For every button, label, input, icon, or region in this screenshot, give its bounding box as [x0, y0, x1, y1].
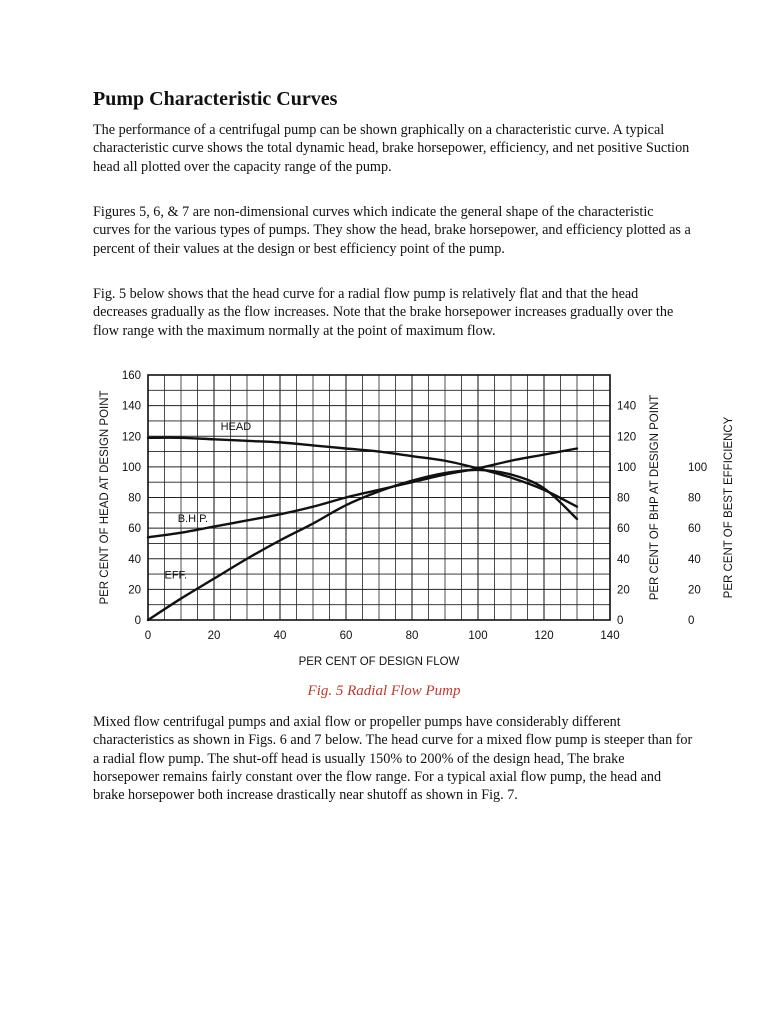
- x-tick-label: 80: [405, 630, 419, 642]
- y-tick-label-left: 20: [128, 584, 141, 597]
- y-tick-label-right-efficiency: 100: [688, 461, 708, 474]
- figure-caption: Fig. 5 Radial Flow Pump: [307, 683, 461, 699]
- pump-characteristic-chart: [90, 365, 735, 675]
- paragraph-3: Fig. 5 below shows that the head curve for a radial flow pump is relatively flat and that the head decreases gradually as the flow increases. Note that the brake horsepower increases gradually over the flow range with the maximum normally at the point of maximum flow.: [93, 286, 674, 339]
- y-tick-label-left: 160: [121, 370, 141, 382]
- y-tick-label-right-bhp: 140: [617, 400, 637, 413]
- y-tick-label-left: 80: [128, 492, 141, 505]
- x-tick-label: 120: [534, 630, 554, 642]
- chart-ticks: [122, 370, 707, 642]
- y-tick-label-left: 60: [128, 523, 141, 536]
- y-tick-label-right-efficiency: 80: [688, 492, 701, 505]
- paragraph-1: The performance of a centrifugal pump can be shown graphically on a characteristic curve. A typical characteristic curve shows the total dynamic head, brake horsepower, efficiency, and net positive Suction head all plotted over the capacity range of the pump.: [93, 122, 690, 175]
- y-tick-label-right-bhp: 80: [617, 492, 630, 505]
- y-tick-label-right-bhp: 60: [617, 523, 630, 536]
- y-tick-label-right-bhp: 0: [617, 615, 624, 627]
- y-tick-label-right-bhp: 120: [617, 431, 637, 444]
- y-tick-label-right-efficiency: 0: [688, 615, 695, 627]
- x-tick-label: 20: [207, 630, 221, 642]
- y-tick-label-left: 40: [128, 553, 141, 566]
- x-tick-label: 40: [273, 630, 287, 642]
- y-axis-label-right-bhp: PER CENT OF BHP AT DESIGN POINT: [649, 394, 661, 601]
- y-tick-label-right-efficiency: 60: [688, 523, 701, 536]
- x-tick-label: 0: [144, 630, 152, 642]
- bhp-curve-label: B.H.P.: [177, 513, 209, 525]
- y-tick-label-left: 100: [121, 461, 141, 474]
- y-tick-label-left: 0: [134, 615, 141, 627]
- y-tick-label-left: 120: [121, 431, 141, 444]
- y-tick-label-right-efficiency: 20: [688, 584, 701, 597]
- y-axis-label-right-efficiency: PER CENT OF BEST EFFICIENCY: [723, 416, 735, 599]
- y-tick-label-right-bhp: 100: [617, 461, 637, 474]
- paragraph-2: Figures 5, 6, & 7 are non-dimensional curves which indicate the general shape of the characteristic curves for the various types of pumps. They show the head, brake horsepower, and efficiency plotted as a percent of their values at the design or best efficiency point of the pump.: [93, 204, 691, 257]
- head-curve-label: HEAD: [220, 421, 252, 434]
- eff-curve-label: EFF.: [164, 569, 188, 582]
- paragraph-4: Mixed flow centrifugal pumps and axial flow or propeller pumps have considerably different characteristics as shown in Figs. 6 and 7 below. The head curve for a mixed flow pump is steeper than for a radial flow pump. The shut-off head is usually 150% to 200% of the design head, The brake horsepower remains fairly constant over the flow range. For a typical axial flow pump, the head and brake horsepower both increase drastically near shutoff as shown in Fig. 7.: [93, 714, 693, 804]
- y-axis-label-left: PER CENT OF HEAD AT DESIGN POINT: [99, 390, 111, 605]
- x-tick-label: 140: [600, 630, 620, 642]
- y-tick-label-right-bhp: 40: [617, 553, 630, 566]
- x-tick-label: 60: [339, 630, 353, 642]
- chart-grid: [148, 375, 610, 620]
- x-tick-label: 100: [468, 630, 488, 642]
- page-title: Pump Characteristic Curves: [93, 88, 338, 110]
- y-tick-label-right-efficiency: 40: [688, 553, 701, 566]
- x-axis-label: PER CENT OF DESIGN FLOW: [298, 656, 460, 668]
- y-tick-label-left: 140: [121, 400, 141, 413]
- y-tick-label-right-bhp: 20: [617, 584, 630, 597]
